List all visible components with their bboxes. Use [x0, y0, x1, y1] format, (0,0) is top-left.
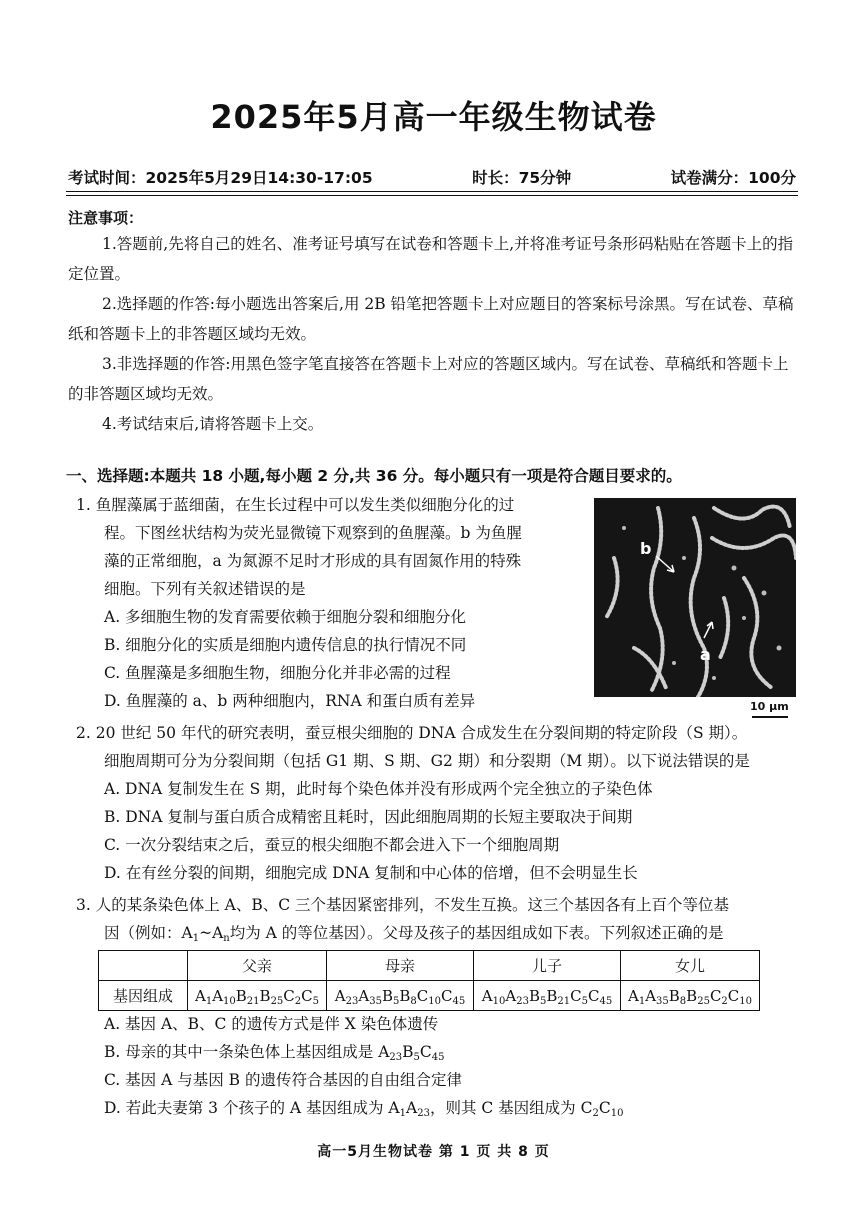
section-heading	[66, 464, 806, 486]
gene-symbol: B	[381, 986, 393, 1005]
gene-allele-index: 10	[492, 995, 506, 1007]
gene-notation	[581, 1099, 624, 1117]
gene-allele-index: 10	[739, 995, 753, 1007]
stem-text: 均为 A 的等位基因）。父母及孩子的基因组成如下表。下列叙述正确的是	[229, 924, 724, 942]
question-1	[76, 491, 522, 715]
gene-allele-index: 23	[417, 1108, 430, 1119]
table-row	[99, 981, 760, 1011]
question-2-option-d[interactable]: D. 在有丝分裂的间期，细胞完成 DNA 复制和中心体的倍增，但不会明显生长	[104, 864, 638, 882]
gene-symbol: C	[301, 986, 313, 1005]
gene-allele-index: 5	[581, 995, 588, 1007]
gene-allele-index: 8	[679, 995, 687, 1007]
gene-symbol: B	[259, 986, 271, 1005]
gene-allele-index: 35	[656, 995, 669, 1007]
gene-allele-index: 2	[592, 1108, 599, 1119]
gene-symbol: A	[627, 986, 639, 1005]
gene-symbol: C	[416, 986, 429, 1005]
gene-allele-index: 5	[392, 995, 400, 1007]
gene-allele-index: 8	[410, 995, 417, 1007]
question-2-stem-line: 细胞周期可分为分裂间期（包括 G1 期、S 期、G2 期）和分裂期（M 期）。以下说法错误的是	[104, 752, 750, 770]
table-header-cell: 女儿	[621, 951, 760, 981]
notice-item-2: 2.选择题的作答:每小题选出答案后,用 2B 铅笔把答题卡上对应题目的答案标号涂黑。写在试卷、草稿纸和答题卡上的非答题区域均无效。	[68, 295, 794, 343]
table-header-cell: 父亲	[188, 951, 327, 981]
gene-symbol: B	[399, 986, 411, 1005]
exam-full-score: 试卷满分：100分	[670, 169, 796, 187]
gene-symbol: B	[402, 1043, 414, 1061]
gene-symbol: A	[358, 986, 370, 1005]
question-2	[76, 719, 750, 887]
gene-allele-index: 21	[557, 995, 571, 1007]
subscript: n	[223, 933, 230, 944]
section-heading-text: 一、选择题:本题共 18 小题,每小题 2 分,共 36 分。每小题只有一项是符合题目要求的。	[66, 467, 682, 485]
exam-title: 2025年5月高一年级生物试卷	[210, 98, 657, 136]
gene-allele-index: 21	[246, 995, 260, 1007]
table-row-label: 基因组成	[99, 981, 188, 1011]
gene-allele-index: 25	[270, 995, 284, 1007]
gene-allele-index: 1	[638, 995, 646, 1007]
gene-symbol: C	[709, 986, 722, 1005]
genotype-cell-son	[474, 981, 621, 1011]
question-3-stem-line	[76, 919, 729, 947]
option-text: D. 若此夫妻第 3 个孩子的 A 基因组成为	[104, 1099, 389, 1117]
scale-bar-label: 10 μm	[750, 700, 789, 713]
gene-allele-index: 45	[431, 1052, 445, 1063]
option-text: ，则其 C 基因组成为	[429, 1099, 581, 1117]
question-3-option-a[interactable]: A. 基因 A、B、C 的遗传方式是伴 X 染色体遗传	[104, 1015, 439, 1033]
gene-symbol: A	[406, 1099, 418, 1117]
table-header-cell: 儿子	[474, 951, 621, 981]
gene-symbol: A	[378, 1043, 390, 1061]
gene-allele-index: 10	[610, 1108, 624, 1119]
subscript: 1	[192, 933, 200, 944]
notice-item-1: 1.答题前,先将自己的姓名、准考证号填写在试卷和答题卡上,并将准考证号条形码粘贴在答题卡上的指定位置。	[68, 235, 794, 283]
question-3-option-c[interactable]: C. 基因 A 与基因 B 的遗传符合基因的自由组合定律	[104, 1071, 462, 1089]
genotype-table	[98, 950, 760, 1011]
stem-text: 因（例如：A	[104, 924, 193, 942]
genotype-cell-father	[188, 981, 327, 1011]
table-header-row	[99, 951, 760, 981]
table-header-cell: 母亲	[327, 951, 474, 981]
gene-symbol: C	[587, 986, 600, 1005]
gene-symbol: A	[505, 986, 517, 1005]
question-2-stem-line: 2. 20 世纪 50 年代的研究表明，蚕豆根尖细胞的 DNA 合成发生在分裂间期的特定阶段（S 期）。	[76, 724, 748, 742]
header-divider-thick	[66, 191, 798, 192]
gene-symbol: C	[598, 1099, 611, 1117]
header-divider-thin	[66, 195, 798, 196]
gene-allele-index: 23	[389, 1052, 403, 1063]
question-3	[76, 891, 729, 947]
question-3-option-d[interactable]	[76, 1094, 623, 1122]
gene-symbol: C	[419, 1043, 432, 1061]
gene-symbol: C	[440, 986, 453, 1005]
scale-bar	[752, 716, 788, 718]
gene-symbol: C	[727, 986, 740, 1005]
question-2-option-c[interactable]: C. 一次分裂结束之后，蚕豆的根尖细胞不都会进入下一个细胞周期	[104, 836, 560, 854]
notice-title: 注意事项：	[68, 209, 144, 227]
question-2-option-a[interactable]: A. DNA 复制发生在 S 期，此时每个染色体并没有形成两个完全独立的子染色体	[104, 780, 653, 798]
gene-allele-index: 35	[369, 995, 382, 1007]
gene-symbol: B	[528, 986, 540, 1005]
exam-duration: 时长：75分钟	[472, 169, 572, 187]
exam-info-bar	[68, 166, 796, 188]
gene-allele-index: 5	[413, 1052, 420, 1063]
gene-allele-index: 23	[345, 995, 359, 1007]
question-3-option-b[interactable]	[76, 1038, 623, 1066]
genotype-cell-mother	[327, 981, 474, 1011]
question-1-option-a[interactable]: A. 多细胞生物的发育需要依赖于细胞分裂和细胞分化	[104, 608, 467, 626]
question-1-stem-line: 藻的正常细胞，a 为氮源不足时才形成的具有固氮作用的特殊	[104, 552, 522, 570]
gene-allele-index: 45	[599, 995, 613, 1007]
question-1-stem-line: 程。下图丝状结构为荧光显微镜下观察到的鱼腥藻。b 为鱼腥	[104, 524, 522, 542]
stem-text: ~A	[199, 924, 224, 942]
gene-allele-index: 1	[399, 1108, 406, 1119]
gene-symbol: B	[235, 986, 247, 1005]
gene-allele-index: 5	[539, 995, 547, 1007]
page-footer: 高一5月生物试卷 第 1 页 共 8 页	[317, 1144, 550, 1160]
gene-symbol: B	[546, 986, 558, 1005]
question-1-option-b[interactable]: B. 细胞分化的实质是细胞内遗传信息的执行情况不同	[104, 636, 467, 654]
notice-list	[68, 229, 796, 439]
gene-allele-index: 23	[516, 995, 529, 1007]
question-3-stem-line: 3. 人的某条染色体上 A、B、C 三个基因紧密排列，不发生互换。这三个基因各有上百个等位基	[76, 896, 730, 914]
gene-symbol: A	[212, 986, 224, 1005]
label-a: a	[700, 645, 711, 664]
gene-allele-index: 5	[312, 995, 320, 1007]
anabaena-micrograph	[594, 498, 796, 697]
option-text: B. 母亲的其中一条染色体上基因组成是	[104, 1043, 379, 1061]
arrow-b	[656, 556, 674, 572]
gene-symbol: A	[481, 986, 493, 1005]
table-header-cell	[99, 951, 188, 981]
gene-symbol: A	[194, 986, 206, 1005]
question-1-option-c[interactable]: C. 鱼腥藻是多细胞生物，细胞分化并非必需的过程	[104, 664, 451, 682]
gene-allele-index: 10	[223, 995, 236, 1007]
gene-symbol: A	[645, 986, 657, 1005]
gene-allele-index: 2	[721, 995, 728, 1007]
gene-symbol: C	[580, 1099, 593, 1117]
exam-time: 考试时间：2025年5月29日14:30-17:05	[68, 169, 373, 187]
label-b: b	[640, 539, 652, 558]
gene-allele-index: 45	[452, 995, 466, 1007]
micrograph-image	[594, 498, 796, 697]
question-3-options	[76, 1010, 623, 1122]
question-1-option-d[interactable]: D. 鱼腥藻的 a、b 两种细胞内，RNA 和蛋白质有差异	[104, 692, 476, 710]
gene-symbol: B	[668, 986, 680, 1005]
gene-allele-index: 2	[294, 995, 302, 1007]
question-1-stem-line: 细胞。下列有关叙述错误的是	[104, 580, 306, 598]
notice-item-4: 4.考试结束后,请将答题卡上交。	[102, 415, 324, 433]
question-1-stem-line: 1. 鱼腥藻属于蓝细菌，在生长过程中可以发生类似细胞分化的过	[76, 496, 515, 514]
question-2-option-b[interactable]: B. DNA 复制与蛋白质合成精密且耗时，因此细胞周期的长短主要取决于间期	[104, 808, 633, 826]
gene-symbol: A	[388, 1099, 400, 1117]
genotype-cell-daughter	[621, 981, 760, 1011]
gene-symbol: B	[686, 986, 698, 1005]
gene-symbol: A	[334, 986, 346, 1005]
notice-item-3: 3.非选择题的作答:用黑色签字笔直接答在答题卡上对应的答题区域内。写在试卷、草稿纸和答题卡上的非答题区域均无效。	[68, 355, 789, 403]
gene-allele-index: 1	[205, 995, 213, 1007]
gene-allele-index: 10	[428, 995, 441, 1007]
gene-symbol: C	[283, 986, 295, 1005]
gene-notation	[388, 1099, 430, 1117]
gene-notation	[378, 1043, 444, 1061]
gene-allele-index: 25	[697, 995, 710, 1007]
gene-symbol: C	[570, 986, 582, 1005]
